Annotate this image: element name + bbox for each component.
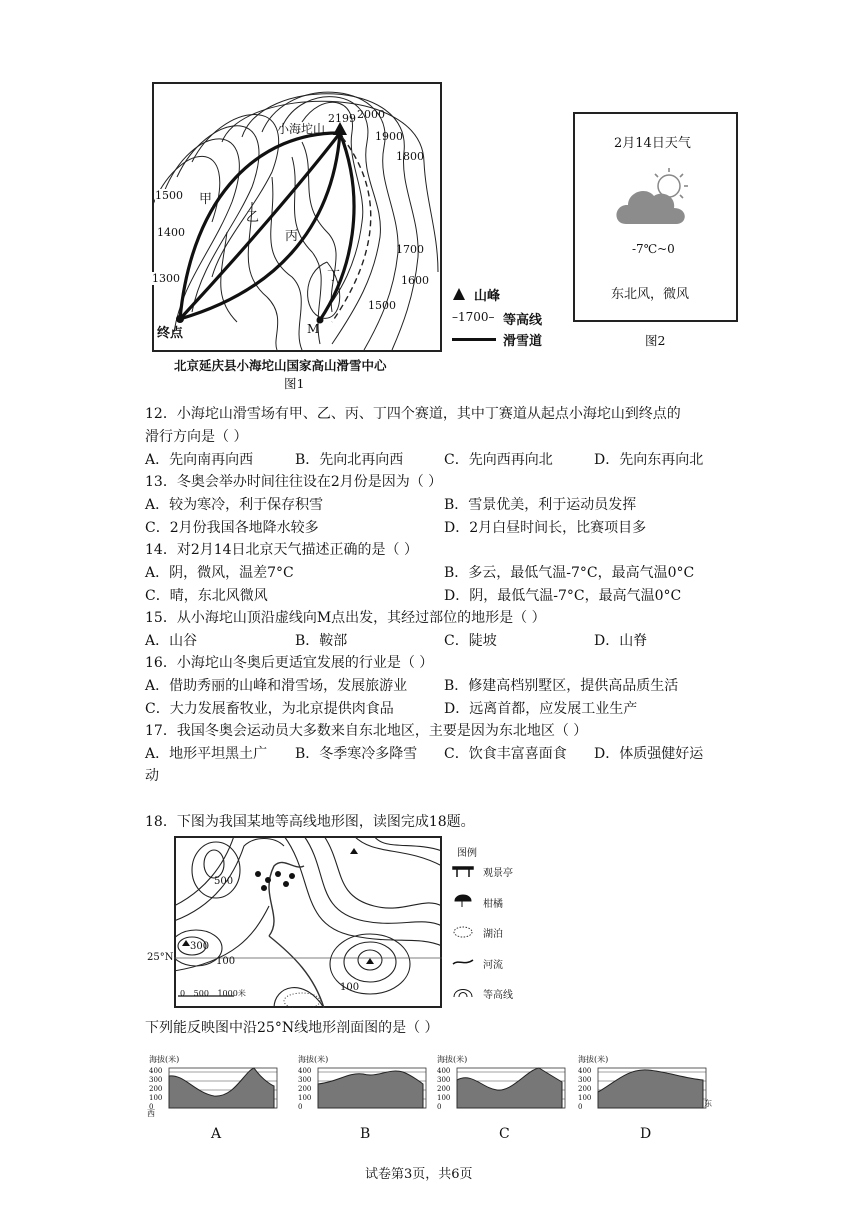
option[interactable]: A．阴，微风，温差7°C bbox=[145, 565, 294, 581]
option[interactable]: B．鞍部 bbox=[295, 633, 348, 649]
question-17-stem: 17．我国冬奥会运动员大多数来自东北地区，主要是因为东北地区（ ） bbox=[145, 723, 588, 739]
partly-cloudy-icon bbox=[614, 166, 694, 228]
question-18-stem: 18．下图为我国某地等高线地形图，读图完成18题。 bbox=[145, 814, 475, 830]
run-yi: 乙 bbox=[246, 210, 260, 225]
contour-map-drawing bbox=[174, 836, 442, 1008]
question-12-stem: 12．小海坨山滑雪场有甲、乙、丙、丁四个赛道，其中丁赛道从起点小海坨山到终点的 bbox=[145, 406, 681, 422]
profile-d[interactable] bbox=[576, 1054, 711, 1146]
run-bing: 丙 bbox=[285, 229, 299, 244]
profile-tick: 0 bbox=[578, 1103, 583, 1111]
option[interactable]: A．先向南再向西 bbox=[145, 452, 254, 468]
option[interactable]: A．地形平坦黑土广 bbox=[145, 746, 268, 762]
option[interactable]: B．先向北再向西 bbox=[295, 452, 404, 468]
weather-temperature: -7℃~0 bbox=[632, 242, 675, 256]
profile-label: D bbox=[640, 1126, 652, 1142]
ski-legend-line bbox=[452, 338, 496, 341]
profile-tick: 300 bbox=[149, 1076, 163, 1084]
scale-1000: 1000米 bbox=[217, 989, 246, 998]
figure1-caption: 北京延庆县小海坨山国家高山滑雪中心 bbox=[174, 358, 387, 373]
profile-ylabel: 海拔(米) bbox=[437, 1055, 468, 1064]
citrus-icon bbox=[454, 893, 472, 907]
profile-label: A bbox=[211, 1126, 222, 1142]
map-legend-contour: 等高线 bbox=[483, 990, 513, 1001]
option[interactable]: C．陡坡 bbox=[444, 633, 497, 649]
profile-tick: 200 bbox=[149, 1085, 163, 1093]
option[interactable]: C．2月份我国各地降水较多 bbox=[145, 520, 319, 536]
contour-label: 1300 bbox=[152, 272, 180, 285]
profile-tick: 0 bbox=[149, 1103, 154, 1111]
profile-ylabel: 海拔(米) bbox=[298, 1055, 329, 1064]
profile-b[interactable] bbox=[296, 1054, 431, 1146]
profile-tick: 200 bbox=[437, 1085, 451, 1093]
option[interactable]: D．阴，最低气温-7°C，最高气温0°C bbox=[444, 588, 682, 604]
figure1-number: 图1 bbox=[284, 376, 305, 391]
option[interactable]: B．多云，最低气温-7°C，最高气温0°C bbox=[444, 565, 695, 581]
profile-tick: 300 bbox=[578, 1076, 592, 1084]
option[interactable]: A．山谷 bbox=[145, 633, 198, 649]
end-label: 终点 bbox=[157, 326, 184, 341]
latitude-label: 25°N bbox=[147, 952, 174, 963]
question-14-stem: 14．对2月14日北京天气描述正确的是（ ） bbox=[145, 542, 418, 558]
option[interactable]: C．晴，东北风微风 bbox=[145, 588, 268, 604]
profile-tick: 0 bbox=[298, 1103, 303, 1111]
map-contour-label: 100 bbox=[216, 956, 236, 967]
option[interactable]: B．冬季寒冷多降雪 bbox=[295, 746, 418, 762]
option[interactable]: D．2月白昼时间长，比赛项目多 bbox=[444, 520, 647, 536]
question-12-stem-cont: 滑行方向是（ ） bbox=[145, 429, 248, 445]
contour-legend-icon bbox=[452, 985, 474, 999]
contour-label: 1700 bbox=[396, 243, 424, 256]
profile-tick: 100 bbox=[437, 1094, 451, 1102]
legend-peak: 山峰 bbox=[474, 289, 501, 304]
profile-tick: 100 bbox=[578, 1094, 592, 1102]
river-icon bbox=[452, 957, 474, 967]
option[interactable]: D．体质强健好运 bbox=[594, 746, 704, 762]
legend-contour: 等高线 bbox=[503, 313, 543, 328]
map-legend-citrus: 柑橘 bbox=[483, 899, 503, 910]
peak-label: 小海坨山 bbox=[277, 122, 326, 136]
contour-label: 2000 bbox=[357, 108, 385, 121]
option[interactable]: C．饮食丰富喜面食 bbox=[444, 746, 567, 762]
map-legend-title: 图例 bbox=[457, 848, 477, 859]
profile-tick: 400 bbox=[437, 1067, 451, 1075]
map-legend-lake: 湖泊 bbox=[483, 929, 503, 940]
scale-label bbox=[180, 988, 246, 999]
profile-tick: 100 bbox=[298, 1094, 312, 1102]
contour-label: 1600 bbox=[401, 274, 429, 287]
profile-direction: 东 bbox=[704, 1099, 712, 1108]
profile-tick: 400 bbox=[578, 1067, 592, 1075]
option[interactable]: B．雪景优美，利于运动员发挥 bbox=[444, 497, 637, 513]
contour-label: 1500 bbox=[155, 189, 183, 202]
profile-ylabel: 海拔(米) bbox=[578, 1055, 609, 1064]
profile-tick: 300 bbox=[437, 1076, 451, 1084]
profile-tick: 100 bbox=[149, 1094, 163, 1102]
profile-tick: 0 bbox=[437, 1103, 442, 1111]
profile-ylabel: 海拔(米) bbox=[149, 1055, 180, 1064]
legend-ski: 滑雪道 bbox=[503, 334, 543, 349]
m-point-label: M bbox=[307, 322, 320, 336]
option[interactable]: A．较为寒冷，利于保存积雪 bbox=[145, 497, 324, 513]
scale-0: 0 bbox=[180, 989, 186, 998]
question-18-sub: 下列能反映图中沿25°N线地形剖面图的是（ ） bbox=[145, 1020, 439, 1036]
run-ding: 丁 bbox=[327, 269, 341, 284]
contour-label: 1500 bbox=[368, 299, 396, 312]
map-contour-label: 100 bbox=[340, 982, 360, 993]
profile-c[interactable] bbox=[435, 1054, 570, 1146]
run-jia: 甲 bbox=[199, 188, 212, 207]
question-16-stem: 16．小海坨山冬奥后更适宜发展的行业是（ ） bbox=[145, 655, 434, 671]
figure2-number: 图2 bbox=[645, 333, 666, 348]
question-15-stem: 15．从小海坨山顶沿虚线向M点出发，其经过部位的地形是（ ） bbox=[145, 610, 546, 626]
option-wrap: 动 bbox=[145, 768, 159, 784]
profile-tick: 400 bbox=[298, 1067, 312, 1075]
option[interactable]: D．山脊 bbox=[594, 633, 648, 649]
profile-label: B bbox=[360, 1126, 371, 1142]
weather-wind: 东北风，微风 bbox=[611, 287, 690, 302]
profile-direction: 西 bbox=[147, 1109, 155, 1118]
map-legend-river: 河流 bbox=[483, 960, 503, 971]
weather-title: 2月14日天气 bbox=[614, 136, 691, 151]
legend-contour-value: –1700– bbox=[452, 310, 495, 324]
contour-label: 1900 bbox=[375, 130, 403, 143]
profile-tick: 300 bbox=[298, 1076, 312, 1084]
option[interactable]: D．先向东再向北 bbox=[594, 452, 704, 468]
map-contour-label: 300 bbox=[190, 941, 210, 952]
profile-tick: 200 bbox=[578, 1085, 592, 1093]
map-legend-pavilion: 观景亭 bbox=[483, 868, 513, 879]
contour-label: 1400 bbox=[157, 226, 185, 239]
map-contour-label: 500 bbox=[214, 876, 234, 887]
contour-value: 1700 bbox=[458, 310, 489, 324]
page-footer: 试卷第3页，共6页 bbox=[365, 1167, 473, 1182]
option[interactable]: D．远离首都，应发展工业生产 bbox=[444, 701, 638, 717]
question-13-stem: 13．冬奥会举办时间往往设在2月份是因为（ ） bbox=[145, 474, 443, 490]
pavilion-icon bbox=[452, 863, 474, 877]
option[interactable]: A．借助秀丽的山峰和滑雪场，发展旅游业 bbox=[145, 678, 408, 694]
contour-label: 1800 bbox=[396, 150, 424, 163]
scale-500: 500 bbox=[193, 989, 209, 998]
option[interactable]: B．修建高档别墅区，提供高品质生活 bbox=[444, 678, 679, 694]
option[interactable]: C．先向西再向北 bbox=[444, 452, 553, 468]
lake-icon bbox=[452, 924, 474, 938]
peak-elevation: 2199 bbox=[328, 112, 356, 125]
peak-legend-icon bbox=[452, 287, 466, 301]
profile-label: C bbox=[499, 1126, 510, 1142]
option[interactable]: C．大力发展畜牧业，为北京提供肉食品 bbox=[145, 701, 394, 717]
profile-tick: 400 bbox=[149, 1067, 163, 1075]
profile-a[interactable] bbox=[147, 1054, 282, 1146]
profile-tick: 200 bbox=[298, 1085, 312, 1093]
